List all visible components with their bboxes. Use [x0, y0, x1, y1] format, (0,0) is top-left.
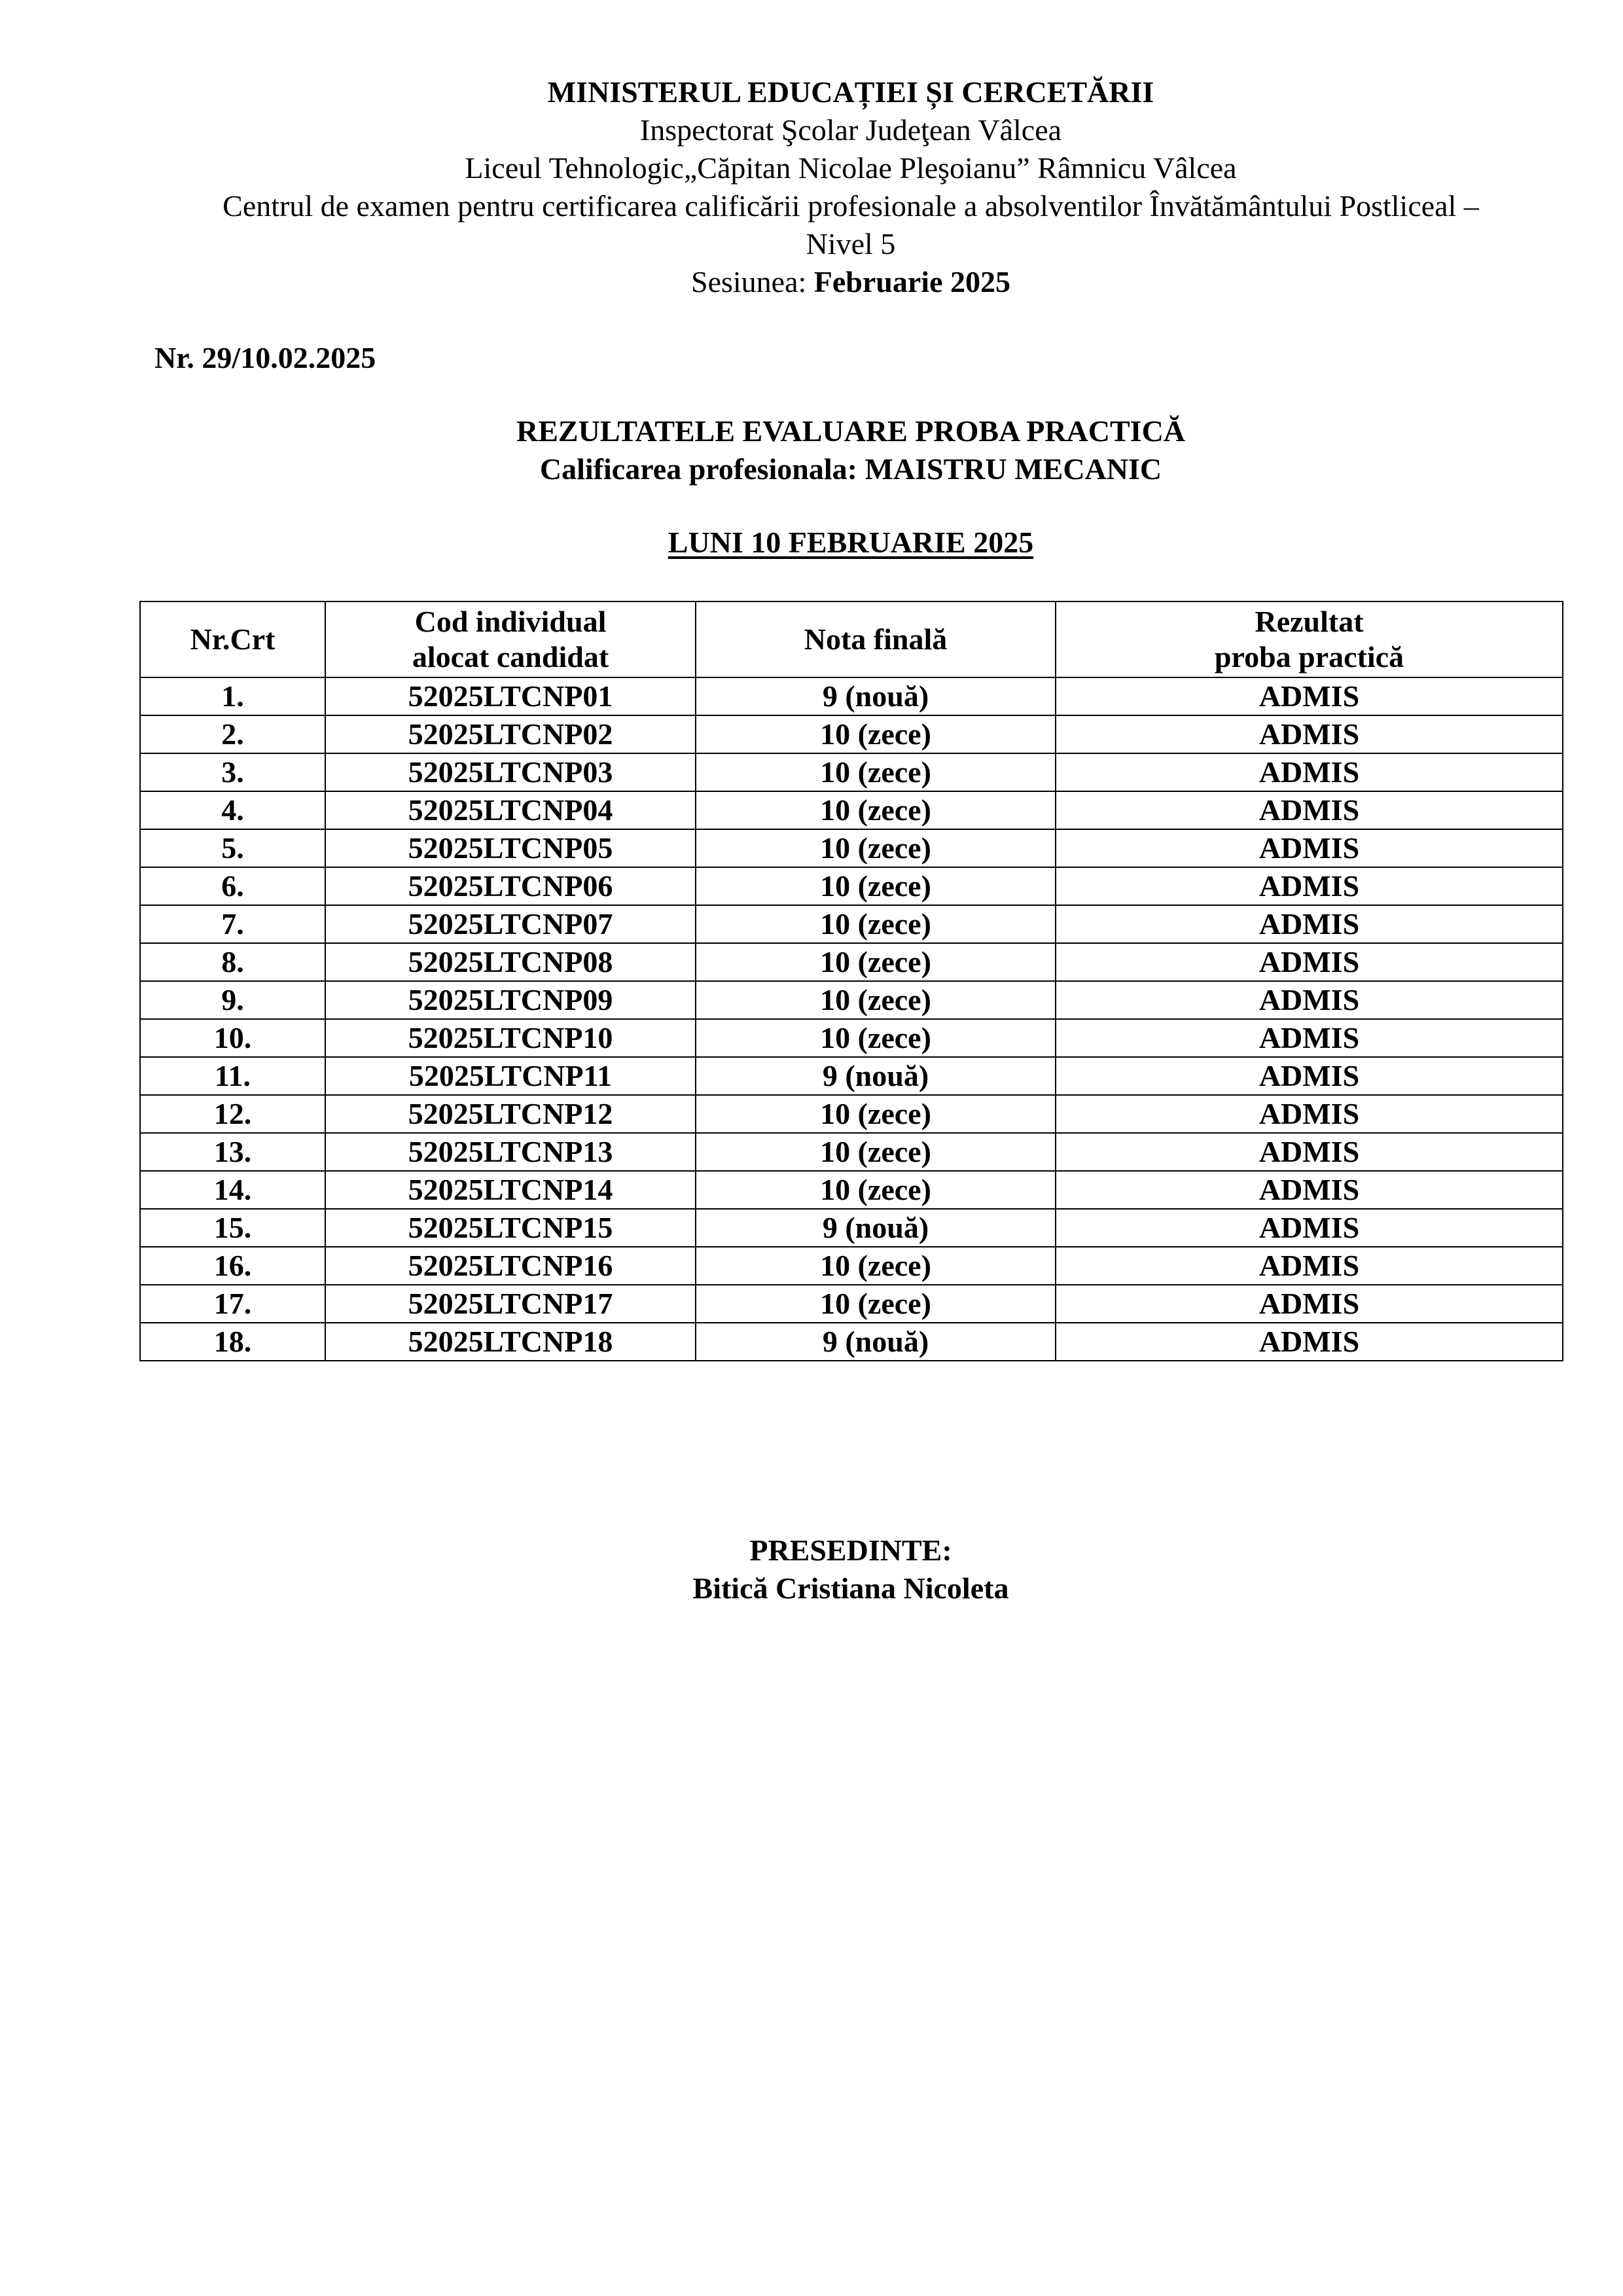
cell-code: 52025LTCNP10	[325, 1019, 696, 1057]
cell-nr: 12.	[140, 1095, 325, 1133]
exam-center: Centrul de examen pentru certificarea calificării profesionale a absolventilor Învătământului Postliceal –	[223, 189, 1479, 223]
cell-code: 52025LTCNP18	[325, 1323, 696, 1361]
table-row	[140, 1095, 1563, 1133]
table-row	[140, 905, 1563, 943]
qualification-title: Calificarea profesionala: MAISTRU MECANIC	[539, 452, 1162, 486]
cell-nr: 5.	[140, 829, 325, 867]
exam-date	[0, 524, 1623, 562]
table-row	[140, 715, 1563, 753]
table-row	[140, 1133, 1563, 1171]
cell-nr: 13.	[140, 1133, 325, 1171]
cell-grade: 10 (zece)	[696, 1171, 1056, 1209]
header-nr: Nr.Crt	[140, 601, 325, 677]
signature-name: Bitică Cristiana Nicoleta	[692, 1571, 1009, 1605]
cell-result: ADMIS	[1056, 791, 1563, 829]
document-header	[0, 73, 1623, 301]
cell-nr: 1.	[140, 677, 325, 715]
table-row	[140, 1247, 1563, 1285]
cell-code: 52025LTCNP12	[325, 1095, 696, 1133]
header-result-line2: proba practică	[1214, 640, 1404, 673]
table-row	[140, 1019, 1563, 1057]
table-row	[140, 677, 1563, 715]
cell-grade: 10 (zece)	[696, 867, 1056, 905]
table-row	[140, 1057, 1563, 1095]
session-label: Sesiunea:	[690, 265, 814, 298]
table-row	[140, 867, 1563, 905]
cell-nr: 8.	[140, 943, 325, 981]
cell-result: ADMIS	[1056, 1209, 1563, 1247]
session-value: Februarie 2025	[813, 265, 1010, 298]
cell-grade: 10 (zece)	[696, 905, 1056, 943]
signature-block	[0, 1532, 1623, 1607]
cell-code: 52025LTCNP16	[325, 1247, 696, 1285]
cell-grade: 10 (zece)	[696, 981, 1056, 1019]
header-result	[1056, 601, 1563, 677]
cell-result: ADMIS	[1056, 829, 1563, 867]
signature-role: PRESEDINTE:	[749, 1534, 952, 1567]
cell-grade: 9 (nouă)	[696, 1323, 1056, 1361]
cell-code: 52025LTCNP05	[325, 829, 696, 867]
cell-result: ADMIS	[1056, 1057, 1563, 1095]
cell-nr: 7.	[140, 905, 325, 943]
cell-code: 52025LTCNP07	[325, 905, 696, 943]
document-number: Nr. 29/10.02.2025	[154, 341, 376, 374]
header-grade: Nota finală	[696, 601, 1056, 677]
cell-result: ADMIS	[1056, 1247, 1563, 1285]
cell-nr: 14.	[140, 1171, 325, 1209]
cell-code: 52025LTCNP17	[325, 1285, 696, 1323]
cell-grade: 9 (nouă)	[696, 1057, 1056, 1095]
document-titles	[0, 412, 1623, 488]
table-row	[140, 753, 1563, 791]
cell-nr: 9.	[140, 981, 325, 1019]
cell-nr: 10.	[140, 1019, 325, 1057]
cell-grade: 10 (zece)	[696, 1019, 1056, 1057]
header-code	[325, 601, 696, 677]
cell-grade: 10 (zece)	[696, 943, 1056, 981]
cell-code: 52025LTCNP08	[325, 943, 696, 981]
table-row	[140, 829, 1563, 867]
header-result-line1: Rezultat	[1255, 605, 1364, 638]
cell-grade: 10 (zece)	[696, 1285, 1056, 1323]
results-table	[139, 601, 1563, 1361]
exam-session	[0, 263, 1623, 301]
cell-result: ADMIS	[1056, 1285, 1563, 1323]
table-row	[140, 791, 1563, 829]
cell-result: ADMIS	[1056, 1133, 1563, 1171]
table-row	[140, 1171, 1563, 1209]
cell-grade: 10 (zece)	[696, 1095, 1056, 1133]
header-code-line2: alocat candidat	[412, 640, 609, 673]
cell-result: ADMIS	[1056, 1019, 1563, 1057]
cell-result: ADMIS	[1056, 1095, 1563, 1133]
cell-nr: 6.	[140, 867, 325, 905]
ministry-name: MINISTERUL EDUCAȚIEI ȘI CERCETĂRII	[547, 75, 1154, 109]
cell-result: ADMIS	[1056, 943, 1563, 981]
cell-result: ADMIS	[1056, 715, 1563, 753]
cell-result: ADMIS	[1056, 981, 1563, 1019]
exam-date-text: LUNI 10 FEBRUARIE 2025	[668, 526, 1034, 559]
cell-code: 52025LTCNP09	[325, 981, 696, 1019]
cell-result: ADMIS	[1056, 1171, 1563, 1209]
cell-grade: 10 (zece)	[696, 791, 1056, 829]
table-row	[140, 1285, 1563, 1323]
cell-nr: 11.	[140, 1057, 325, 1095]
cell-grade: 9 (nouă)	[696, 1209, 1056, 1247]
cell-result: ADMIS	[1056, 753, 1563, 791]
table-header-row	[140, 601, 1563, 677]
cell-code: 52025LTCNP04	[325, 791, 696, 829]
cell-nr: 2.	[140, 715, 325, 753]
cell-result: ADMIS	[1056, 867, 1563, 905]
cell-nr: 3.	[140, 753, 325, 791]
cell-result: ADMIS	[1056, 905, 1563, 943]
cell-code: 52025LTCNP14	[325, 1171, 696, 1209]
cell-code: 52025LTCNP11	[325, 1057, 696, 1095]
cell-code: 52025LTCNP06	[325, 867, 696, 905]
cell-grade: 9 (nouă)	[696, 677, 1056, 715]
cell-nr: 16.	[140, 1247, 325, 1285]
exam-level: Nivel 5	[806, 227, 896, 260]
cell-code: 52025LTCNP03	[325, 753, 696, 791]
cell-code: 52025LTCNP02	[325, 715, 696, 753]
header-code-line1: Cod individual	[414, 605, 607, 638]
cell-nr: 4.	[140, 791, 325, 829]
cell-result: ADMIS	[1056, 1323, 1563, 1361]
school-name: Liceul Tehnologic„Căpitan Nicolae Pleşoianu” Râmnicu Vâlcea	[465, 151, 1237, 185]
cell-grade: 10 (zece)	[696, 829, 1056, 867]
inspectorate-name: Inspectorat Şcolar Judeţean Vâlcea	[639, 113, 1062, 147]
results-table-body	[140, 677, 1563, 1361]
cell-nr: 17.	[140, 1285, 325, 1323]
table-row	[140, 943, 1563, 981]
cell-code: 52025LTCNP01	[325, 677, 696, 715]
cell-grade: 10 (zece)	[696, 1247, 1056, 1285]
cell-grade: 10 (zece)	[696, 715, 1056, 753]
table-row	[140, 1323, 1563, 1361]
cell-nr: 18.	[140, 1323, 325, 1361]
table-row	[140, 1209, 1563, 1247]
table-row	[140, 981, 1563, 1019]
cell-grade: 10 (zece)	[696, 1133, 1056, 1171]
cell-nr: 15.	[140, 1209, 325, 1247]
results-title: REZULTATELE EVALUARE PROBA PRACTICĂ	[516, 414, 1186, 448]
cell-code: 52025LTCNP13	[325, 1133, 696, 1171]
cell-code: 52025LTCNP15	[325, 1209, 696, 1247]
cell-result: ADMIS	[1056, 677, 1563, 715]
cell-grade: 10 (zece)	[696, 753, 1056, 791]
